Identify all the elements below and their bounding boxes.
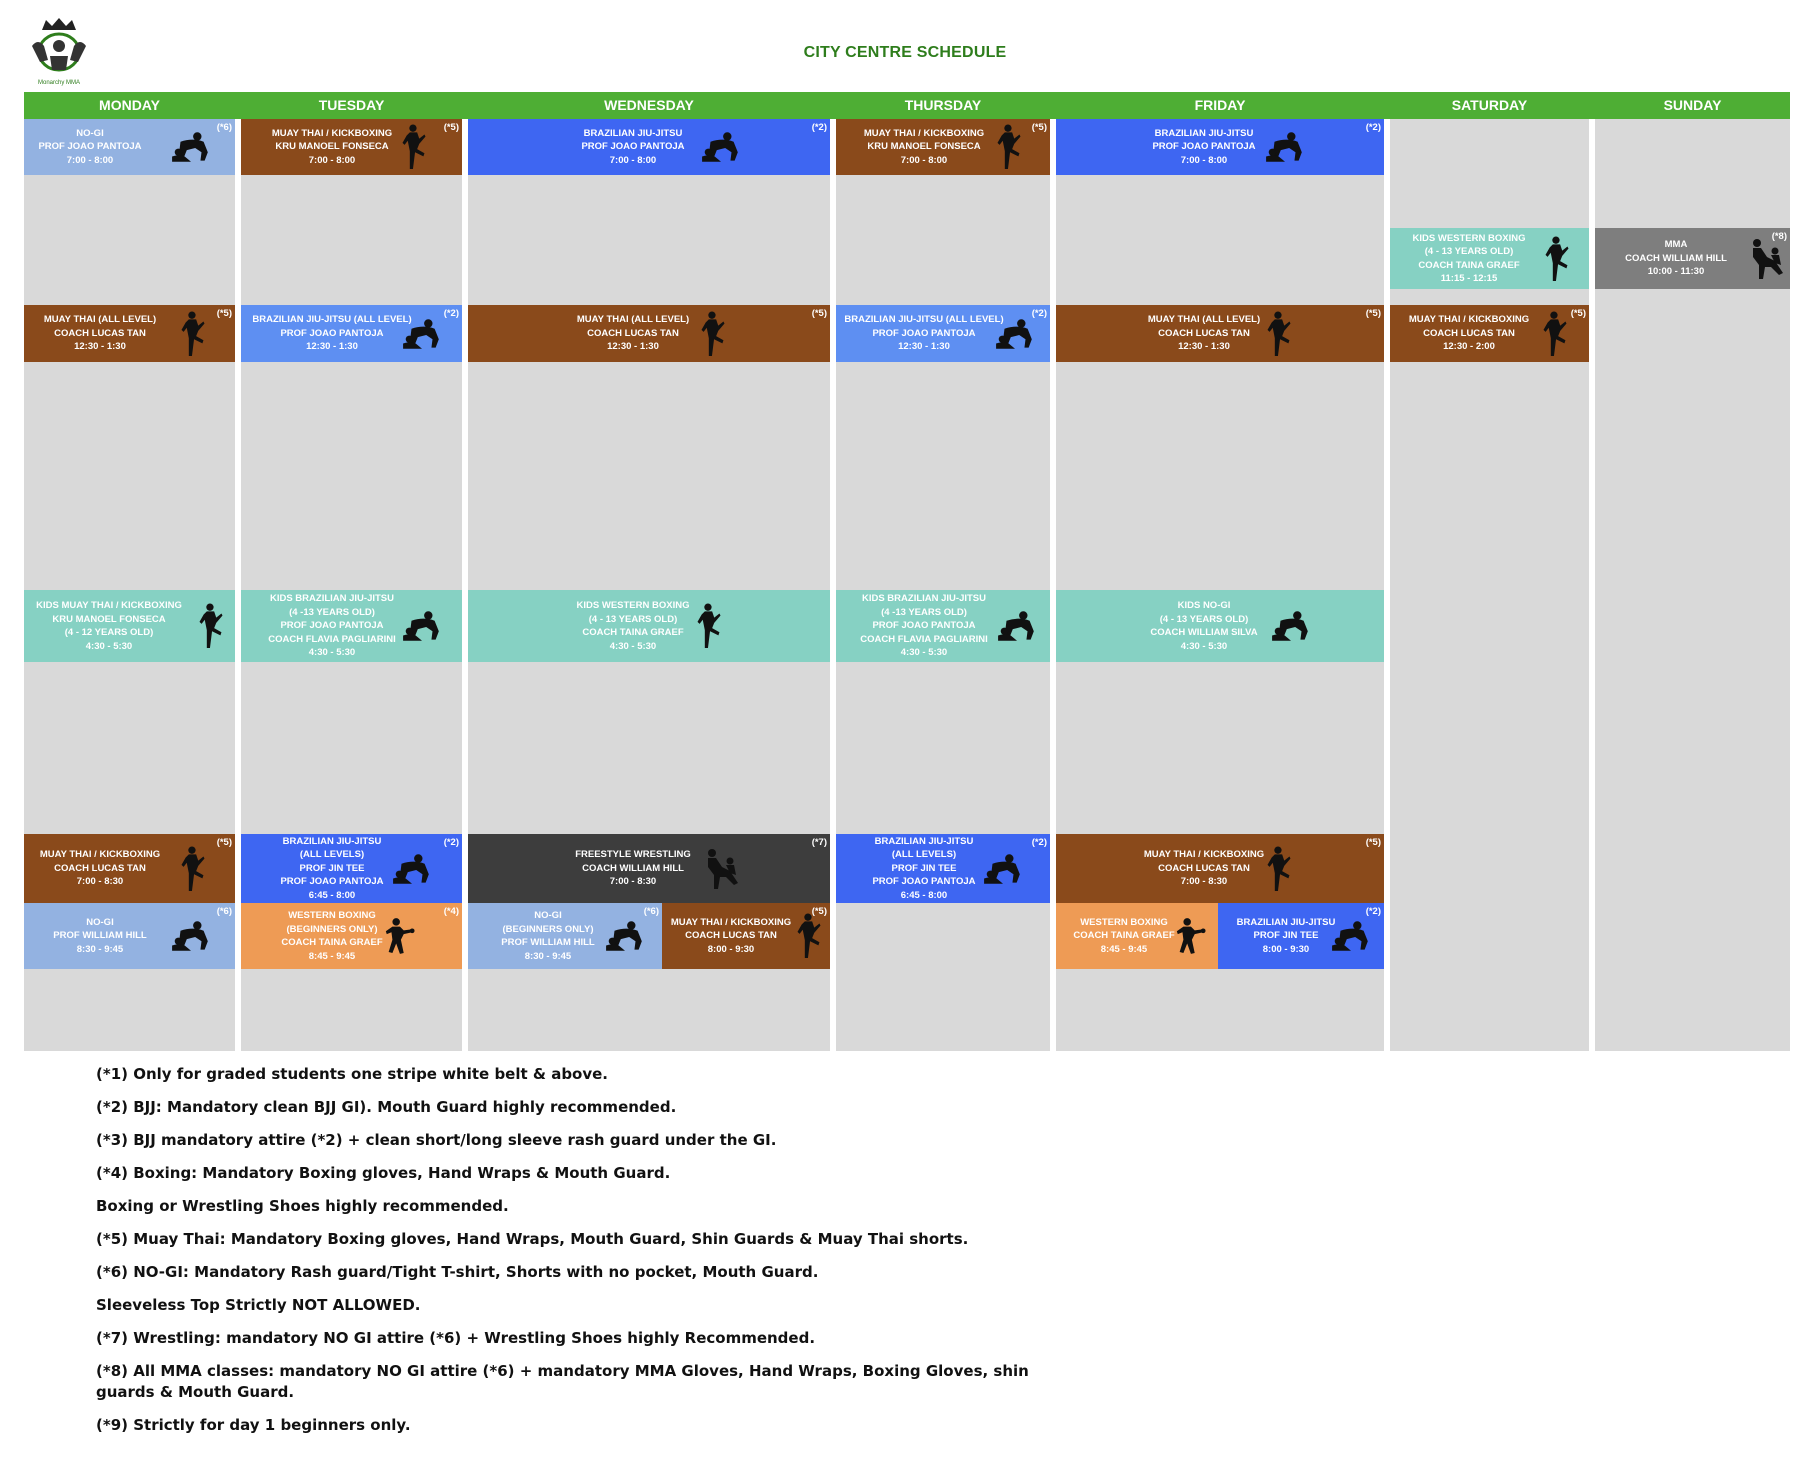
class-note: (*5): [1365, 308, 1381, 319]
kickboxer-silhouette-icon: [180, 311, 206, 357]
class-block[interactable]: [468, 903, 662, 969]
class-block[interactable]: [24, 305, 235, 362]
class-note: (*6): [216, 122, 232, 133]
page-title: CITY CENTRE SCHEDULE: [803, 44, 1007, 61]
class-note: (*6): [216, 906, 232, 917]
class-note: (*7): [811, 837, 827, 848]
class-info: BRAZILIAN JIU-JITSU PROF JOAO PANTOJA 7:00 - 8:00: [581, 127, 685, 166]
day-saturday: SATURDAY: [1451, 97, 1528, 113]
grappling-silhouette-icon: [994, 318, 1036, 350]
class-info: MUAY THAI / KICKBOXING KRU MANOEL FONSECA 7:00 - 8:00: [863, 127, 985, 166]
note-line: (*9) Strictly for day 1 beginners only.: [96, 1416, 411, 1434]
class-block[interactable]: [468, 590, 830, 662]
class-note: (*2): [1365, 122, 1381, 133]
kickboxer-silhouette-icon: [1542, 311, 1568, 357]
kickboxer-silhouette-icon: [180, 846, 206, 892]
class-block[interactable]: [1390, 228, 1589, 289]
class-block[interactable]: [1595, 228, 1790, 289]
grappling-silhouette-icon: [1330, 920, 1372, 952]
class-note: (*5): [216, 837, 232, 848]
class-info: MUAY THAI (ALL LEVEL) COACH LUCAS TAN 12:30 - 1:30: [43, 314, 157, 353]
class-info: MUAY THAI / KICKBOXING COACH LUCAS TAN 7:00 - 8:30: [1143, 849, 1265, 888]
wrestling-silhouette-icon: [700, 847, 740, 891]
class-info: MUAY THAI / KICKBOXING KRU MANOEL FONSECA 7:00 - 8:00: [271, 127, 393, 166]
class-block[interactable]: [836, 834, 1050, 903]
class-info: BRAZILIAN JIU-JITSU (ALL LEVEL) PROF JOAO PANTOJA 12:30 - 1:30: [844, 314, 1004, 353]
class-note: (*2): [443, 308, 459, 319]
grappling-silhouette-icon: [700, 131, 742, 163]
class-block[interactable]: [1218, 903, 1384, 969]
day-friday: FRIDAY: [1194, 97, 1246, 113]
class-note: (*2): [1031, 308, 1047, 319]
kickboxer-silhouette-icon: [696, 603, 722, 649]
note-line: (*8) All MMA classes: mandatory NO GI attire (*6) + mandatory MMA Gloves, Hand Wraps, Boxing Gloves, shin guards & Mouth Guard.: [96, 1362, 1029, 1401]
class-info: KIDS BRAZILIAN JIU-JITSU (4 -13 YEARS OLD) PROF JOAO PANTOJA COACH FLAVIA PAGLIARINI 4:30 - 5:30: [268, 593, 396, 659]
class-info: MUAY THAI / KICKBOXING COACH LUCAS TAN 8:00 - 9:30: [670, 916, 792, 955]
class-info: MUAY THAI / KICKBOXING COACH LUCAS TAN 12:30 - 2:00: [1408, 314, 1530, 353]
class-note: (*6): [643, 906, 659, 917]
svg-text:Monarchy MMA: Monarchy MMA: [37, 80, 81, 86]
class-info: FREESTYLE WRESTLING COACH WILLIAM HILL 7:00 - 8:30: [575, 849, 691, 888]
grappling-silhouette-icon: [604, 920, 646, 952]
class-block[interactable]: [1056, 590, 1384, 662]
class-block[interactable]: [1056, 834, 1384, 903]
class-info: WESTERN BOXING (BEGINNERS ONLY) COACH TAINA GRAEF 8:45 - 9:45: [281, 910, 383, 962]
class-block[interactable]: [1056, 903, 1218, 969]
class-info: BRAZILIAN JIU-JITSU (ALL LEVELS) PROF JIN TEE PROF JOAO PANTOJA 6:45 - 8:00: [872, 835, 976, 901]
note-line: (*4) Boxing: Mandatory Boxing gloves, Hand Wraps & Mouth Guard.: [96, 1164, 671, 1182]
grappling-silhouette-icon: [170, 920, 212, 952]
class-block[interactable]: [836, 590, 1050, 662]
class-info: [24, 119, 156, 175]
note-line: (*2) BJJ: Mandatory clean BJJ GI). Mouth Guard highly recommended.: [96, 1098, 677, 1116]
class-info: KIDS NO-GI (4 - 13 YEARS OLD) COACH WILLIAM SILVA 4:30 - 5:30: [1150, 600, 1258, 652]
kickboxer-silhouette-icon: [401, 124, 427, 170]
kickboxer-silhouette-icon: [1544, 236, 1570, 282]
class-info: MUAY THAI (ALL LEVEL) COACH LUCAS TAN 12:30 - 1:30: [1147, 314, 1261, 353]
class-block[interactable]: [1056, 119, 1384, 175]
boxer-silhouette-icon: [1174, 916, 1206, 956]
grappling-silhouette-icon: [982, 853, 1024, 885]
class-instructor: PROF JOAO PANTOJA: [38, 141, 142, 153]
class-note: (*5): [1365, 837, 1381, 848]
class-note: (*2): [443, 837, 459, 848]
kickboxer-silhouette-icon: [1266, 846, 1292, 892]
class-block[interactable]: [1390, 305, 1589, 362]
class-info: BRAZILIAN JIU-JITSU (ALL LEVEL) PROF JOAO PANTOJA 12:30 - 1:30: [252, 314, 412, 353]
class-note: (*2): [1365, 906, 1381, 917]
day-wednesday: WEDNESDAY: [604, 97, 694, 113]
class-block[interactable]: [24, 834, 235, 903]
class-note: (*2): [811, 122, 827, 133]
grappling-silhouette-icon: [391, 853, 433, 885]
class-block[interactable]: [662, 903, 830, 969]
class-info: BRAZILIAN JIU-JITSU PROF JIN TEE 8:00 - 9:30: [1236, 916, 1336, 955]
class-note: (*4): [443, 906, 459, 917]
class-block[interactable]: [241, 834, 462, 903]
class-note: (*5): [216, 308, 232, 319]
note-line: (*3) BJJ mandatory attire (*2) + clean short/long sleeve rash guard under the GI.: [96, 1131, 777, 1149]
day-sunday: SUNDAY: [1663, 97, 1722, 113]
class-block[interactable]: [1056, 305, 1384, 362]
class-info: MUAY THAI / KICKBOXING COACH LUCAS TAN 7:00 - 8:30: [39, 849, 161, 888]
class-block[interactable]: [241, 903, 462, 969]
grappling-silhouette-icon: [401, 610, 443, 642]
note-line: (*7) Wrestling: mandatory NO GI attire (*6) + Wrestling Shoes highly Recommended.: [96, 1329, 816, 1347]
class-info: KIDS WESTERN BOXING (4 - 13 YEARS OLD) COACH TAINA GRAEF 11:15 - 12:15: [1412, 232, 1526, 284]
kickboxer-silhouette-icon: [198, 603, 224, 649]
note-line: Sleeveless Top Strictly NOT ALLOWED.: [96, 1296, 421, 1314]
class-block[interactable]: [241, 305, 462, 362]
class-block[interactable]: [24, 903, 235, 969]
class-info: BRAZILIAN JIU-JITSU (ALL LEVELS) PROF JIN TEE PROF JOAO PANTOJA 6:45 - 8:00: [280, 835, 384, 901]
grappling-silhouette-icon: [401, 318, 443, 350]
class-block[interactable]: [468, 834, 830, 903]
kickboxer-silhouette-icon: [996, 124, 1022, 170]
class-note: (*5): [1570, 308, 1586, 319]
wrestling-silhouette-icon: [1745, 237, 1785, 281]
class-block[interactable]: [468, 119, 830, 175]
class-block[interactable]: [468, 305, 830, 362]
class-info: NO-GI (BEGINNERS ONLY) PROF WILLIAM HILL 8:30 - 9:45: [501, 910, 595, 962]
grappling-silhouette-icon: [170, 131, 212, 163]
class-note: (*8): [1771, 231, 1787, 242]
kickboxer-silhouette-icon: [1266, 311, 1292, 357]
class-info: BRAZILIAN JIU-JITSU PROF JOAO PANTOJA 7:00 - 8:00: [1152, 127, 1256, 166]
boxer-silhouette-icon: [383, 916, 415, 956]
note-line: (*5) Muay Thai: Mandatory Boxing gloves, Hand Wraps, Mouth Guard, Shin Guards & Muay Thai shorts.: [96, 1230, 969, 1248]
class-note: (*5): [811, 308, 827, 319]
class-note: (*2): [1031, 837, 1047, 848]
class-title: NO-GI: [76, 127, 104, 139]
class-block[interactable]: [836, 119, 1050, 175]
note-line: Boxing or Wrestling Shoes highly recommended.: [96, 1197, 509, 1215]
day-thursday: THURSDAY: [904, 97, 982, 113]
class-info: WESTERN BOXING COACH TAINA GRAEF 8:45 - 9:45: [1073, 916, 1175, 955]
class-block[interactable]: [24, 590, 235, 662]
class-info: KIDS MUAY THAI / KICKBOXING KRU MANOEL FONSECA (4 - 12 YEARS OLD) 4:30 - 5:30: [36, 600, 182, 652]
class-info: KIDS BRAZILIAN JIU-JITSU (4 -13 YEARS OLD) PROF JOAO PANTOJA COACH FLAVIA PAGLIARINI 4:30 - 5:30: [860, 593, 988, 659]
day-tuesday: TUESDAY: [318, 97, 385, 113]
grappling-silhouette-icon: [1270, 610, 1312, 642]
kickboxer-silhouette-icon: [796, 913, 822, 959]
class-note: (*5): [811, 906, 827, 917]
attire-notes: [96, 1064, 1056, 1448]
grappling-silhouette-icon: [996, 610, 1038, 642]
class-time: 7:00 - 8:00: [66, 154, 114, 166]
class-block[interactable]: [241, 590, 462, 662]
class-block[interactable]: [24, 119, 235, 175]
class-info: NO-GI PROF WILLIAM HILL 8:30 - 9:45: [53, 916, 147, 955]
class-block[interactable]: [241, 119, 462, 175]
class-info: MUAY THAI (ALL LEVEL) COACH LUCAS TAN 12:30 - 1:30: [576, 314, 690, 353]
class-info: KIDS WESTERN BOXING (4 - 13 YEARS OLD) COACH TAINA GRAEF 4:30 - 5:30: [576, 600, 690, 652]
day-header-bar: [24, 92, 1790, 119]
class-block[interactable]: [836, 305, 1050, 362]
grappling-silhouette-icon: [1264, 131, 1306, 163]
note-line: (*6) NO-GI: Mandatory Rash guard/Tight T-shirt, Shorts with no pocket, Mouth Guard.: [96, 1263, 819, 1281]
class-note: (*5): [1031, 122, 1047, 133]
class-info: MMA COACH WILLIAM HILL 10:00 - 11:30: [1625, 239, 1727, 278]
kickboxer-silhouette-icon: [700, 311, 726, 357]
class-note: (*5): [443, 122, 459, 133]
thursday-column: [836, 119, 1050, 1051]
note-line: (*1) Only for graded students one stripe white belt & above.: [96, 1065, 609, 1083]
crown-icon: [42, 18, 76, 30]
day-monday: MONDAY: [99, 97, 160, 113]
